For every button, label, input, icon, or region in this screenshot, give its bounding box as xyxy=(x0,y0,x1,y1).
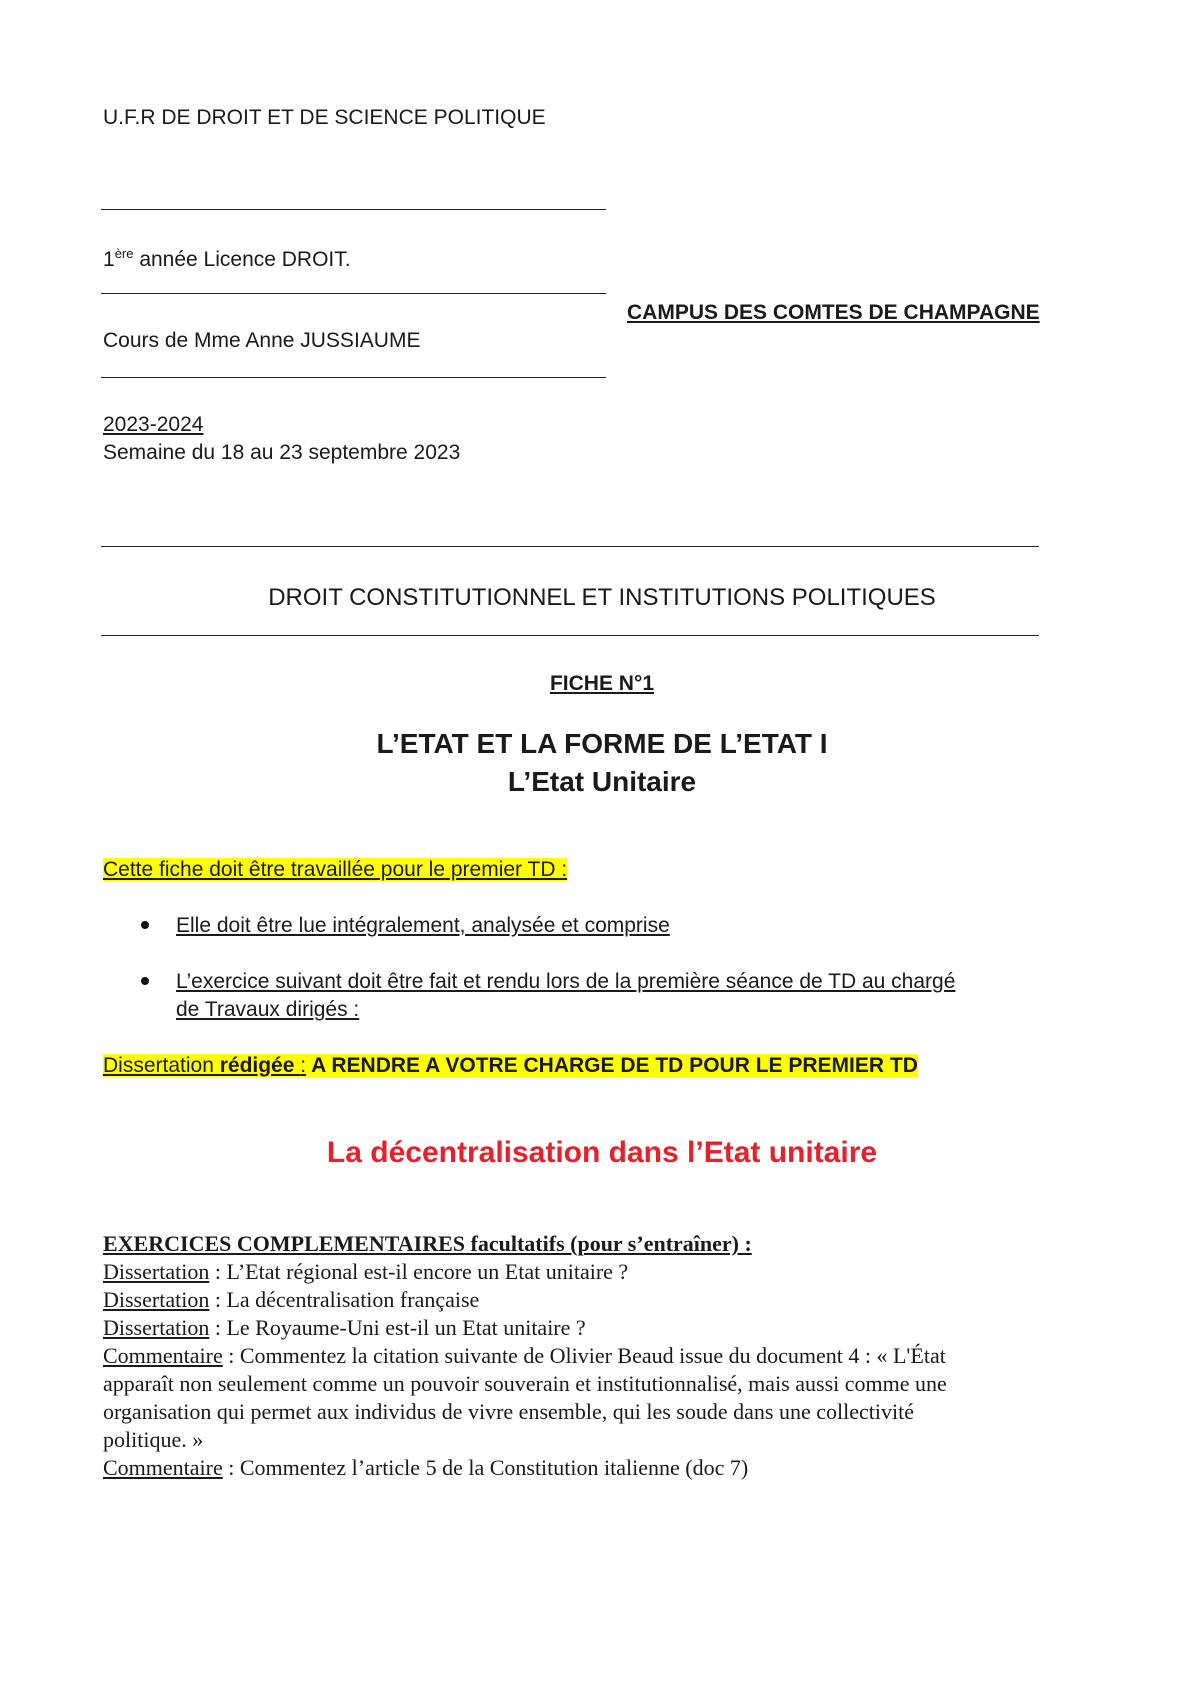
divider xyxy=(101,635,1039,636)
subject-title: DROIT CONSTITUTIONNEL ET INSTITUTIONS POLITIQUES xyxy=(268,584,936,611)
extra-item-text: apparaît non seulement comme un pouvoir souverain et institutionnalisé, mais aussi comme une xyxy=(103,1371,947,1396)
year-prefix: 1 xyxy=(103,248,115,271)
extra-item xyxy=(103,1314,586,1342)
instruction-item-2-cont: de Travaux dirigés : xyxy=(176,998,360,1021)
extra-item xyxy=(103,1342,946,1370)
instruction-item-2: L’exercice suivant doit être fait et rendu lors de la première séance de TD au chargé xyxy=(176,970,956,993)
assignment-line xyxy=(103,1054,918,1078)
academic-year: 2023-2024 xyxy=(103,413,204,436)
bullet-icon xyxy=(141,977,149,985)
extra-item-type: Commentaire xyxy=(103,1455,223,1480)
instruction-item-1: Elle doit être lue intégralement, analysée et comprise xyxy=(176,914,670,937)
week-dates: Semaine du 18 au 23 septembre 2023 xyxy=(103,441,461,464)
extra-item-type: Dissertation xyxy=(103,1287,210,1312)
divider xyxy=(101,209,606,210)
extra-item xyxy=(103,1454,748,1482)
divider xyxy=(101,293,606,294)
ufr-heading: U.F.R DE DROIT ET DE SCIENCE POLITIQUE xyxy=(103,106,546,129)
instructions-intro xyxy=(103,858,567,882)
extra-item-cont xyxy=(103,1398,914,1426)
extra-item-text: organisation qui permet aux individus de vivre ensemble, qui les soude dans une collectivité xyxy=(103,1399,914,1424)
assignment-label: Dissertation xyxy=(103,1054,220,1077)
campus-name: CAMPUS DES COMTES DE CHAMPAGNE xyxy=(627,301,1040,324)
extra-item-text: politique. » xyxy=(103,1427,204,1452)
extra-item xyxy=(103,1286,479,1314)
assignment-due: A RENDRE A VOTRE CHARGE DE TD POUR LE PREMIER TD xyxy=(306,1054,918,1077)
year-text: année Licence DROIT. xyxy=(133,248,351,271)
year-line xyxy=(103,246,351,272)
extra-item-text: : Commentez l’article 5 de la Constitution italienne (doc 7) xyxy=(222,1455,749,1480)
divider xyxy=(101,377,606,378)
extra-item xyxy=(103,1258,628,1286)
extra-item-text: : La décentralisation française xyxy=(209,1287,480,1312)
extra-item-type: Dissertation xyxy=(103,1259,210,1284)
extra-item-type: Dissertation xyxy=(103,1315,210,1340)
main-title-line2: L’Etat Unitaire xyxy=(507,766,697,797)
extra-item-cont xyxy=(103,1370,947,1398)
divider xyxy=(101,546,1039,547)
dissertation-topic: La décentralisation dans l’Etat unitaire xyxy=(326,1136,878,1169)
extra-heading-bold: EXERCICES COMPLEMENTAIRES xyxy=(103,1231,466,1256)
bullet-icon xyxy=(141,921,149,929)
extra-item-text: : L’Etat régional est-il encore un Etat unitaire ? xyxy=(209,1259,629,1284)
extra-item-cont xyxy=(103,1426,203,1454)
year-sup: ère xyxy=(114,246,134,261)
main-title-line1: L’ETAT ET LA FORME DE L’ETAT I xyxy=(376,728,828,759)
extra-heading-rest: facultatifs (pour s’entraîner) : xyxy=(465,1231,752,1256)
extra-item-type: Commentaire xyxy=(103,1343,223,1368)
extra-heading xyxy=(103,1230,752,1258)
assignment-colon: : xyxy=(300,1054,307,1077)
extra-item-text: : Commentez la citation suivante de Olivier Beaud issue du document 4 : « L'État xyxy=(222,1343,946,1368)
fiche-number: FICHE N°1 xyxy=(549,672,655,695)
course-teacher: Cours de Mme Anne JUSSIAUME xyxy=(103,329,421,352)
instructions-intro-text: Cette fiche doit être travaillée pour le premier TD : xyxy=(103,858,568,881)
extra-item-text: : Le Royaume-Uni est-il un Etat unitaire ? xyxy=(209,1315,586,1340)
assignment-label-bold: rédigée xyxy=(219,1054,301,1077)
